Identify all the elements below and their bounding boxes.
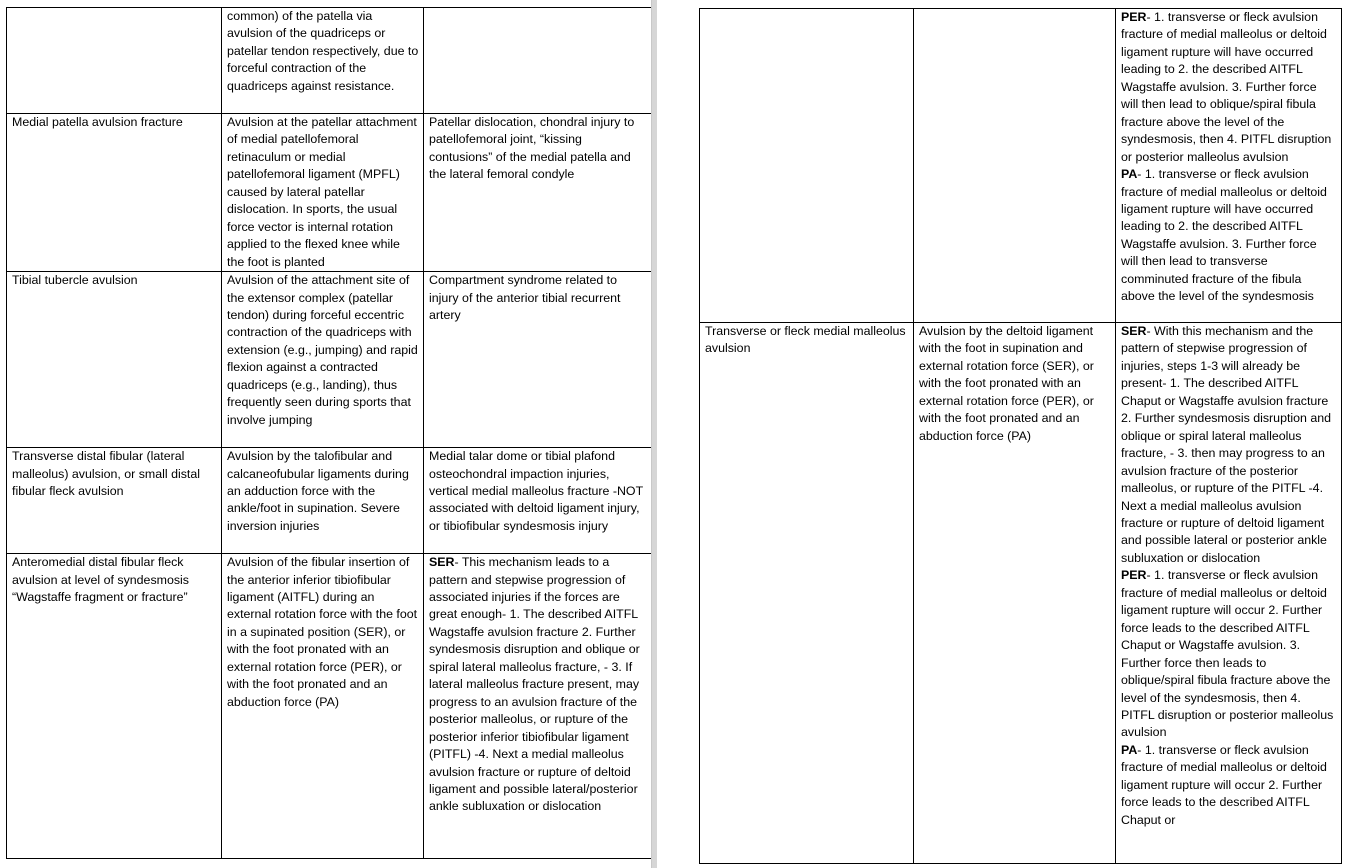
- mechanism-abbreviation: SER: [1121, 324, 1147, 338]
- right-table-body: [700, 9, 1342, 864]
- associated-paragraph: [1121, 9, 1337, 166]
- mechanism-cell: [914, 9, 1116, 323]
- left-table-body: [7, 8, 652, 859]
- associated-injuries-cell: [424, 272, 652, 448]
- mechanism-abbreviation: SER: [429, 555, 455, 570]
- associated-injuries-cell: [1116, 323, 1342, 864]
- table-row: [7, 114, 652, 272]
- associated-injuries-cell: [424, 8, 652, 114]
- injury-cell: Anteromedial distal fibular fleck avulsion at level of syndesmosis “Wagstaffe fragment or fracture”: [7, 554, 222, 859]
- mechanism-cell: Avulsion of the attachment site of the extensor complex (patellar tendon) during forceful eccentric contraction of the quadriceps with extension (e.g., jumping) and rapid flexion against a contracted quadriceps (e.g., landing), thus frequently seen during sports that involve jumping: [222, 272, 424, 448]
- mechanism-cell: Avulsion of the fibular insertion of the anterior inferior tibiofibular ligament (AITFL) during an external rotation force with the foot in a supinated position (SER), or with the foot pronated with an external rotation force (PER), or with the foot pronated and an abduction force (PA): [222, 554, 424, 859]
- injury-cell: [7, 8, 222, 114]
- associated-injuries-cell: [424, 114, 652, 272]
- injury-cell: Medial patella avulsion fracture: [7, 114, 222, 272]
- right-page: [657, 0, 1348, 868]
- associated-text: - 1. transverse or fleck avulsion fracture of medial malleolus or deltoid ligament rupture will have occurred leading to 2. the described AITFL Wagstaffe avulsion. 3. Further force will then lead to transverse comminuted fracture of the fibula above the level of the syndesmosis: [1121, 167, 1327, 304]
- left-page-table: [6, 7, 652, 859]
- injury-cell: Transverse or fleck medial malleolus avulsion: [700, 323, 914, 864]
- table-row: [7, 554, 652, 859]
- associated-text: Patellar dislocation, chondral injury to patellofemoral joint, “kissing contusions” of the medial patella and the lateral femoral condyle: [429, 115, 635, 182]
- injury-cell: [700, 9, 914, 323]
- mechanism-abbreviation: PER: [1121, 10, 1147, 24]
- table-row: [700, 323, 1342, 864]
- associated-paragraph: [1121, 567, 1337, 742]
- mechanism-abbreviation: PA: [1121, 167, 1138, 182]
- associated-paragraph: [429, 114, 647, 184]
- associated-text: - 1. transverse or fleck avulsion fracture of medial malleolus or deltoid ligament rupture will occur 2. Further force leads to the described AITFL Chaput or: [1121, 742, 1327, 827]
- associated-text: Medial talar dome or tibial plafond osteochondral impaction injuries, vertical medial malleolus fracture -NOT associated with deltoid ligament injury, or tibiofibular syndesmosis injury: [429, 449, 643, 533]
- associated-text: - With this mechanism and the pattern of stepwise progression of injuries, steps 1-3 will already be present- 1. The described AITFL Chaput or Wagstaffe avulsion fracture 2. Further syndesmosis disruption and oblique or spiral lateral malleolus fracture, - 3. then may progress to an avulsion fracture of the posterior malleolus, or rupture of the PITFL -4. Next a medial malleolus avulsion fracture or rupture of deltoid ligament and possible lateral or posterior ankle subluxation or dislocation: [1121, 324, 1332, 565]
- injury-cell: Transverse distal fibular (lateral malleolus) avulsion, or small distal fibular fleck avulsion: [7, 448, 222, 554]
- associated-paragraph: [1121, 166, 1337, 306]
- table-row: [700, 9, 1342, 323]
- mechanism-abbreviation: PA: [1121, 742, 1138, 757]
- mechanism-cell: Avulsion by the talofibular and calcaneofubular ligaments during an adduction force with the ankle/foot in supination. Severe inversion injuries: [222, 448, 424, 554]
- table-row: [7, 448, 652, 554]
- associated-text: - This mechanism leads to a pattern and stepwise progression of associated injuries if the forces are great enough- 1. The described AITFL Wagstaffe avulsion fracture 2. Further syndesmosis disruption and oblique or spiral lateral malleolus fracture, - 3. If lateral malleolus fracture present, may progress to an avulsion fracture of the posterior malleolus, or rupture of the posterior inferior tibiofibular ligament (PITFL) -4. Next a medial malleolus avulsion fracture or rupture of deltoid ligament and possible lateral/posterior ankle subluxation or dislocation: [429, 555, 640, 814]
- associated-text: - 1. transverse or fleck avulsion fracture of medial malleolus or deltoid ligament rupture will have occurred leading to 2. the described AITFL Wagstaffe avulsion. 3. Further force will then lead to oblique/spiral fibula fracture above the level of the syndesmosis, then 4. PITFL disruption or posterior malleolus avulsion: [1121, 10, 1332, 164]
- right-page-table: [699, 8, 1342, 864]
- associated-injuries-cell: [1116, 9, 1342, 323]
- associated-paragraph: [1121, 742, 1337, 829]
- mechanism-cell: Avulsion by the deltoid ligament with the foot in supination and external rotation force (SER), or with the foot pronated with an external rotation force (PER), or with the foot pronated and an abduction force (PA): [914, 323, 1116, 864]
- associated-paragraph: [429, 272, 647, 324]
- mechanism-cell: common) of the patella via avulsion of the quadriceps or patellar tendon respectively, due to forceful contraction of the quadriceps against resistance.: [222, 8, 424, 114]
- mechanism-cell: Avulsion at the patellar attachment of medial patellofemoral retinaculum or medial patellofemoral ligament (MPFL) caused by lateral patellar dislocation. In sports, the usual force vector is internal rotation applied to the flexed knee while the foot is planted: [222, 114, 424, 272]
- left-page: [0, 0, 652, 868]
- associated-text: - 1. transverse or fleck avulsion fracture of medial malleolus or deltoid ligament rupture will occur 2. Further force leads to the described AITFL Chaput or Wagstaffe avulsion. 3. Further force then leads to oblique/spiral fibula fracture above the level of the syndesmosis, then 4. PITFL disruption or posterior malleolus avulsion: [1121, 568, 1334, 740]
- associated-paragraph: [1121, 323, 1337, 567]
- associated-paragraph: [429, 554, 647, 816]
- table-row: [7, 272, 652, 448]
- injury-cell: Tibial tubercle avulsion: [7, 272, 222, 448]
- table-row: [7, 8, 652, 114]
- mechanism-abbreviation: PER: [1121, 568, 1147, 583]
- associated-injuries-cell: [424, 554, 652, 859]
- associated-paragraph: [429, 448, 647, 535]
- associated-injuries-cell: [424, 448, 652, 554]
- associated-text: Compartment syndrome related to injury of the anterior tibial recurrent artery: [429, 273, 621, 322]
